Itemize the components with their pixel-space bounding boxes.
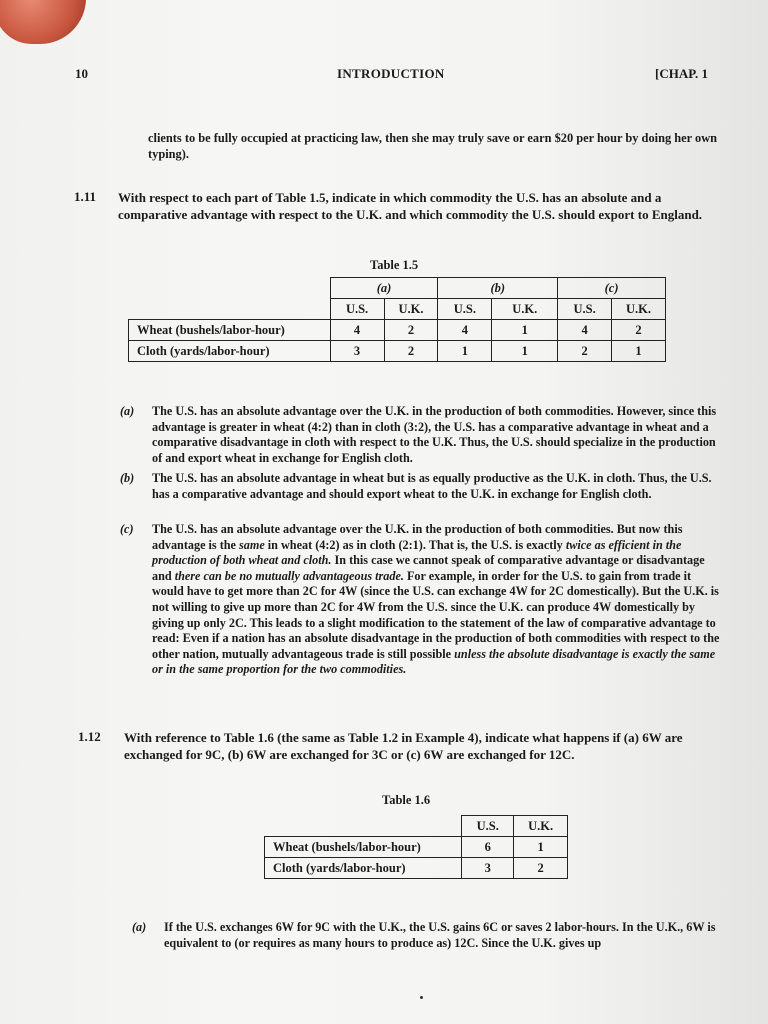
table-cell: 3 xyxy=(330,341,384,362)
table-1-6-header-row xyxy=(265,816,568,837)
problem-1-11-text: With respect to each part of Table 1.5, indicate in which commodity the U.S. has an absolute and a comparative advantage with respect to the U.K. and which commodity the U.S. should export to England. xyxy=(118,190,703,222)
stray-mark xyxy=(420,996,423,999)
running-header xyxy=(75,66,708,86)
answer-label: (a) xyxy=(132,920,147,934)
table-cell: 2 xyxy=(514,858,568,879)
table-1-5-subheader: U.S. xyxy=(558,299,612,320)
text-run: In this case we cannot speak of comparative advantage or disadvantage and xyxy=(152,553,705,583)
emphasis-run: same xyxy=(239,537,265,552)
answer-text: The U.S. has an absolute advantage over the U.K. in the production of both commodities. However, since this advantage is greater in wheat (4:2) than in cloth (3:2), the U.S. has a comparative advantage in wheat and a comparative disadvantage in cloth with respect to the U.K. Thus, the U.S. should specialize in the production of and export wheat in exchange for English cloth. xyxy=(152,404,717,465)
emphasis-run: twice as efficient in the production of both wheat and cloth. xyxy=(152,537,682,568)
table-cell: 4 xyxy=(438,320,492,341)
table-cell: 2 xyxy=(612,320,666,341)
table-1-5-row-wheat xyxy=(129,320,666,341)
table-1-5-group-c: (c) xyxy=(558,278,666,299)
problem-1-12-number: 1.12 xyxy=(78,729,101,744)
table-1-5-row-cloth xyxy=(129,341,666,362)
table-cell: 4 xyxy=(330,320,384,341)
table-1-6-header: U.S. xyxy=(462,816,514,837)
table-row-label: Wheat (bushels/labor-hour) xyxy=(265,837,462,858)
emphasis-run: there can be no mutually advantageous trade. xyxy=(174,568,404,583)
table-row-label: Cloth (yards/labor-hour) xyxy=(265,858,462,879)
table-cell: 1 xyxy=(492,320,558,341)
answer-label: (a) xyxy=(120,404,135,418)
table-1-5-group-b: (b) xyxy=(438,278,558,299)
table-cell: 4 xyxy=(558,320,612,341)
chapter-label: [CHAP. 1 xyxy=(655,66,708,81)
answer-text xyxy=(152,522,724,678)
table-1-5-corner xyxy=(129,278,331,299)
table-cell: 2 xyxy=(384,341,438,362)
answer-label: (b) xyxy=(120,471,135,485)
table-1-5-caption: Table 1.5 xyxy=(370,258,419,272)
table-1-5-subheader: U.K. xyxy=(492,299,558,320)
table-cell: 6 xyxy=(462,837,514,858)
text-run: The U.S. has an absolute advantage over the U.K. in the production of both commodities. But now this advantage is the xyxy=(152,522,683,552)
table-1-5-corner-2 xyxy=(129,299,331,320)
table-1-5-subheader: U.S. xyxy=(330,299,384,320)
chapter-title: INTRODUCTION xyxy=(337,66,445,81)
table-row-label: Cloth (yards/labor-hour) xyxy=(129,341,331,362)
table-1-6 xyxy=(264,815,568,879)
table-1-5-subheader: U.S. xyxy=(438,299,492,320)
table-1-6-row-wheat xyxy=(265,837,568,858)
answer-1-12-a xyxy=(132,920,736,951)
table-cell: 2 xyxy=(558,341,612,362)
table-1-6-row-cloth xyxy=(265,858,568,879)
table-1-6-caption: Table 1.6 xyxy=(382,793,431,807)
table-1-5-subheader: U.K. xyxy=(612,299,666,320)
answer-label: (c) xyxy=(120,522,134,536)
answer-text: The U.S. has an absolute advantage in wheat but is as equally productive as the U.K. in cloth. Thus, the U.S. has a comparative advantage and should export wheat to the U.K. in exchange for English cloth. xyxy=(152,471,712,501)
answer-text: If the U.S. exchanges 6W for 9C with the U.K., the U.S. gains 6C or saves 2 labor-hours. In the U.K., 6W is equivalent to (or requires as many hours to produce as) 12C. Since the U.K. gives up xyxy=(164,920,716,950)
answer-1-11-c xyxy=(120,522,724,678)
table-1-6-header: U.K. xyxy=(514,816,568,837)
table-cell: 1 xyxy=(612,341,666,362)
finger-thumb xyxy=(0,0,86,44)
problem-1-11-number: 1.11 xyxy=(74,189,97,204)
table-cell: 2 xyxy=(384,320,438,341)
text-run: in wheat (4:2) as in cloth (2:1). That is, the U.S. is exactly xyxy=(264,537,566,552)
table-1-6-corner xyxy=(265,816,462,837)
emphasis-run: unless the absolute disadvantage is exactly the same or in the same proportion for the two commodities. xyxy=(152,646,716,677)
table-1-5-subheader-row xyxy=(129,299,666,320)
answer-1-11-b xyxy=(120,471,724,502)
table-cell: 1 xyxy=(514,837,568,858)
table-cell: 1 xyxy=(438,341,492,362)
table-cell: 3 xyxy=(462,858,514,879)
table-1-5-subheader: U.K. xyxy=(384,299,438,320)
table-row-label: Wheat (bushels/labor-hour) xyxy=(129,320,331,341)
table-1-5-group-row xyxy=(129,278,666,299)
table-1-5 xyxy=(128,277,666,362)
table-1-5-group-a: (a) xyxy=(330,278,438,299)
text-run: For example, in order for the U.S. to gain from trade it would have to get more than 2C for 4W (since the U.S. can exchange 4W for 2C domestically). But the U.K. is not willing to give up more than 2C for 4W from the U.S. since the U.K. can produce 4W domestically by giving up only 2C. This leads to a slight modification to the statement of the law of comparative advantage to read: Even if a nation has an absolute disadvantage in the production of both commodities with respect to the other nation, mutually advantageous trade is still possible xyxy=(152,568,720,661)
problem-1-12-text: With reference to Table 1.6 (the same as Table 1.2 in Example 4), indicate what happens if (a) 6W are exchanged for 9C, (b) 6W are exchanged for 3C or (c) 6W are exchanged for 12C. xyxy=(124,730,683,762)
answer-1-11-a xyxy=(120,404,724,466)
table-cell: 1 xyxy=(492,341,558,362)
intro-paragraph: clients to be fully occupied at practicing law, then she may truly save or earn $20 per hour by doing her own typing). xyxy=(148,131,718,161)
page-number: 10 xyxy=(75,66,88,81)
